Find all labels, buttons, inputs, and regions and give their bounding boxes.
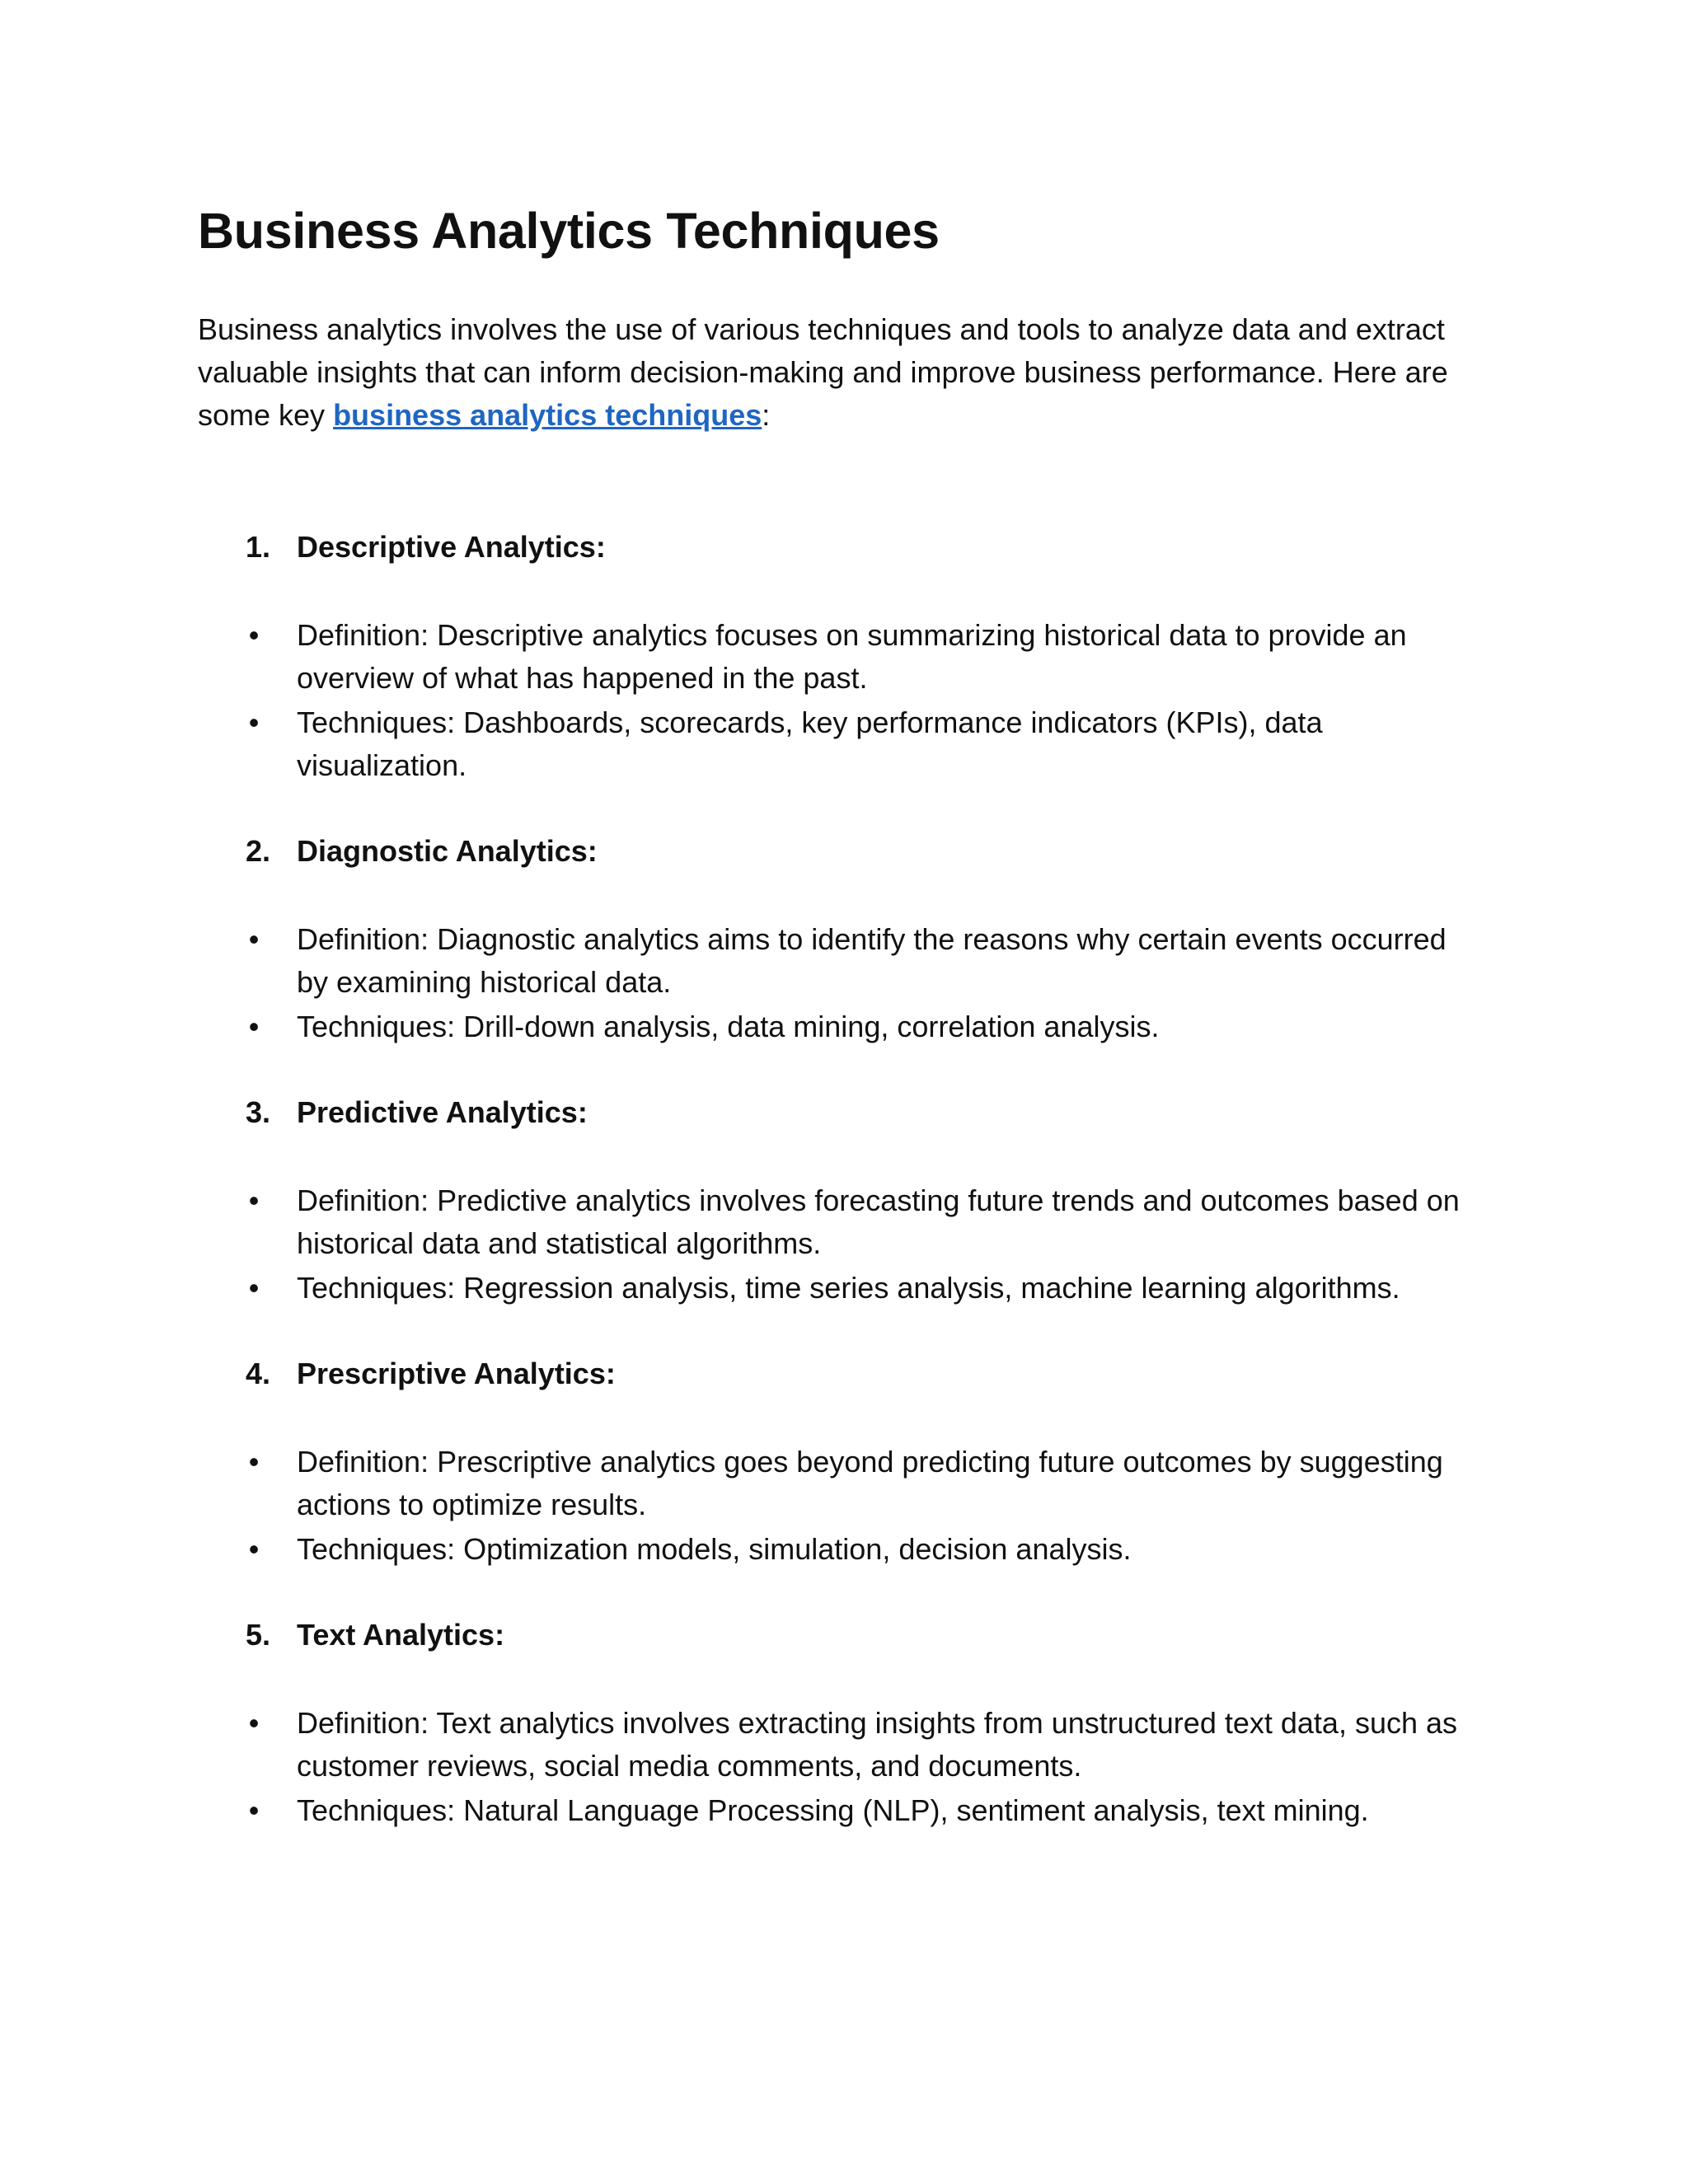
- bullet-icon: •: [248, 1445, 260, 1479]
- business-analytics-techniques-link[interactable]: business analytics techniques: [333, 398, 762, 432]
- bullet-item: [198, 701, 1484, 787]
- intro-suffix: :: [762, 398, 771, 432]
- bullet-icon: •: [248, 1010, 260, 1043]
- bullet-text: Definition: Predictive analytics involves forecasting future trends and outcomes based on historical data and statistical algorithms.: [297, 1183, 1460, 1260]
- section-heading: [198, 1614, 1484, 1657]
- bullet-item: [198, 1179, 1484, 1265]
- intro-paragraph: [198, 308, 1484, 437]
- section-predictive-analytics: [198, 1091, 1484, 1310]
- section-heading: [198, 1091, 1484, 1134]
- technique-sections: [198, 526, 1484, 1832]
- bullet-icon: •: [248, 1271, 260, 1305]
- bullet-item: [198, 614, 1484, 700]
- bullet-icon: •: [248, 1706, 260, 1740]
- section-heading: [198, 830, 1484, 873]
- section-heading: [198, 526, 1484, 569]
- section-number: 1.: [246, 530, 271, 564]
- bullet-text: Techniques: Regression analysis, time series analysis, machine learning algorithms.: [297, 1271, 1400, 1305]
- bullet-text: Techniques: Dashboards, scorecards, key performance indicators (KPIs), data visualization.: [297, 705, 1323, 782]
- bullet-icon: •: [248, 922, 260, 956]
- bullet-item: [198, 1789, 1484, 1832]
- bullet-icon: •: [248, 1532, 260, 1566]
- section-prescriptive-analytics: [198, 1352, 1484, 1571]
- bullet-icon: •: [248, 618, 260, 652]
- bullet-item: [198, 918, 1484, 1004]
- document-page: [198, 198, 1484, 1875]
- section-text-analytics: [198, 1614, 1484, 1832]
- bullet-text: Definition: Prescriptive analytics goes beyond predicting future outcomes by suggesting actions to optimize results.: [297, 1445, 1443, 1521]
- section-title: Text Analytics:: [297, 1618, 505, 1652]
- bullet-item: [198, 1005, 1484, 1048]
- bullet-icon: •: [248, 1793, 260, 1827]
- bullet-item: [198, 1267, 1484, 1310]
- bullet-item: [198, 1528, 1484, 1571]
- section-descriptive-analytics: [198, 526, 1484, 787]
- section-number: 5.: [246, 1618, 271, 1652]
- bullet-text: Definition: Text analytics involves extracting insights from unstructured text data, such as customer reviews, social media comments, and documents.: [297, 1706, 1458, 1783]
- bullet-text: Techniques: Drill-down analysis, data mining, correlation analysis.: [297, 1010, 1160, 1043]
- section-heading: [198, 1352, 1484, 1395]
- bullet-text: Techniques: Optimization models, simulation, decision analysis.: [297, 1532, 1132, 1566]
- bullet-text: Definition: Diagnostic analytics aims to identify the reasons why certain events occurred by examining historical data.: [297, 922, 1447, 999]
- bullet-item: [198, 1702, 1484, 1788]
- bullet-item: [198, 1441, 1484, 1526]
- bullet-icon: •: [248, 705, 260, 739]
- section-number: 2.: [246, 834, 271, 868]
- section-title: Prescriptive Analytics:: [297, 1357, 616, 1390]
- bullet-icon: •: [248, 1183, 260, 1217]
- section-diagnostic-analytics: [198, 830, 1484, 1048]
- bullet-text: Techniques: Natural Language Processing (NLP), sentiment analysis, text mining.: [297, 1793, 1369, 1827]
- bullet-text: Definition: Descriptive analytics focuses on summarizing historical data to provide an overview of what has happened in the past.: [297, 618, 1407, 695]
- page-title: Business Analytics Techniques: [198, 203, 940, 259]
- section-number: 3.: [246, 1095, 271, 1129]
- section-title: Descriptive Analytics:: [297, 530, 606, 564]
- intro-text: Business analytics involves the use of various techniques and tools to analyze data and extract valuable insights that can inform decision-making and improve business performance. Here are some key: [198, 312, 1448, 432]
- section-title: Diagnostic Analytics:: [297, 834, 598, 868]
- section-number: 4.: [246, 1357, 271, 1390]
- section-title: Predictive Analytics:: [297, 1095, 588, 1129]
